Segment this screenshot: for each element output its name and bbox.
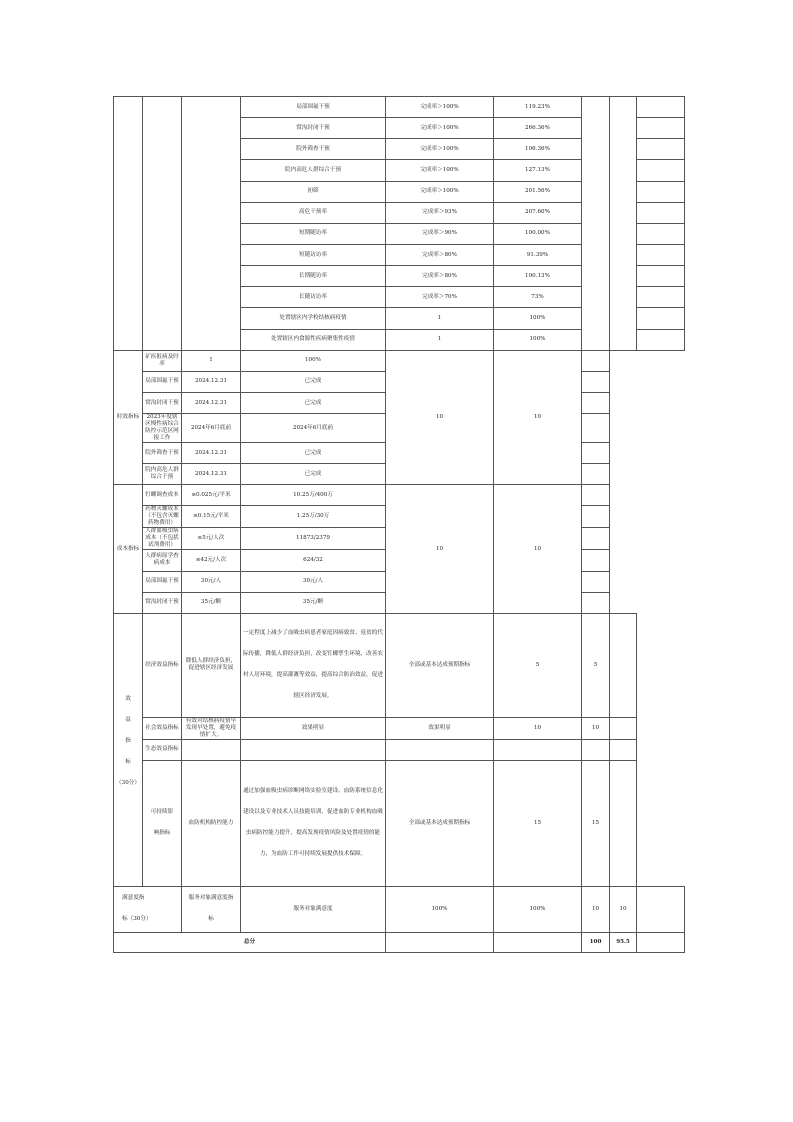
- indicator-name: 人群血吸虫病成本（不包括试剂费用）: [143, 528, 182, 550]
- indicator-name: 局部围氟干预: [143, 571, 182, 592]
- indicator-name: 窝沟封闭干预: [241, 118, 386, 139]
- indicator-actual: 2024年6月底前: [241, 414, 386, 443]
- satisfaction-section: [114, 886, 685, 932]
- cost-indicator-weight: 10: [386, 485, 494, 613]
- remark-cell: [637, 329, 685, 350]
- benefit-label-char: 益: [125, 716, 131, 723]
- remark-cell: [582, 550, 610, 571]
- indicator-actual: 207.60%: [494, 202, 582, 223]
- indicator-target: 2024年6月底前: [182, 414, 241, 443]
- empty-cell: [610, 717, 637, 739]
- time-indicator-section: [114, 350, 685, 485]
- score-cell: [610, 97, 637, 351]
- indicator-name: 处置辖区内食源性疾病聚集性疫情: [241, 329, 386, 350]
- total-section: [114, 932, 685, 952]
- indicator-target: 2024.12.31: [182, 464, 241, 485]
- indicator-target: ≤5元/人次: [182, 528, 241, 550]
- time-indicator-score: 10: [494, 350, 582, 485]
- indicator-name: 局部围氟干预: [143, 371, 182, 392]
- cost-indicator-score: 10: [494, 485, 582, 613]
- indicator-actual: 10.25万/400万: [241, 485, 386, 506]
- remark-cell: [582, 371, 610, 392]
- remark-cell: [637, 308, 685, 329]
- time-indicator-label: 时效指标: [114, 350, 143, 485]
- social-weight: 10: [494, 717, 582, 739]
- indicator-actual: 119.23%: [494, 97, 582, 118]
- indicator-actual: 1.25万/30万: [241, 506, 386, 528]
- total-row: [114, 932, 685, 952]
- table-row: [114, 717, 685, 739]
- table-row: [114, 485, 685, 506]
- remark-cell: [582, 443, 610, 464]
- indicator-actual: 266.36%: [494, 118, 582, 139]
- remark-cell: [637, 202, 685, 223]
- economic-score: 5: [582, 613, 610, 717]
- indicator-target: 完成率＞90%: [386, 223, 494, 244]
- total-score: 95.5: [610, 932, 637, 952]
- sustain-label-line: 响指标: [153, 830, 171, 837]
- indicator-actual: 30元/人: [241, 571, 386, 592]
- indicator-target: 30元/人: [182, 571, 241, 592]
- social-score: 10: [582, 717, 610, 739]
- satisfaction-weight: 10: [582, 886, 610, 932]
- remark-cell: [582, 350, 610, 371]
- empty-cell: [610, 613, 637, 717]
- indicator-actual: 73%: [494, 287, 582, 308]
- indicator-actual: 201.56%: [494, 181, 582, 202]
- satisfaction-label-line: 标（30分）: [122, 916, 152, 923]
- table-row: [114, 97, 685, 118]
- cost-indicator-label: 成本指标: [114, 485, 143, 613]
- indicator-actual: 35元/颗: [241, 592, 386, 613]
- economic-label: 经济效益指标: [143, 613, 182, 717]
- sustain-actual: 全部或基本达成预期指标: [386, 760, 494, 886]
- indicator-target: 完成率＞100%: [386, 97, 494, 118]
- indicator-target: ≤0.025元/平米: [182, 485, 241, 506]
- indicator-target: 完成率＞100%: [386, 139, 494, 160]
- indicator-name: 院外筛查干预: [143, 443, 182, 464]
- indicator-target: 35元/颗: [182, 592, 241, 613]
- indicator-name: 窝沟封闭干预: [143, 392, 182, 413]
- satisfaction-sub: [182, 886, 241, 932]
- economic-actual: 全部或基本达成预期指标: [386, 613, 494, 717]
- indicator-actual: 106.36%: [494, 139, 582, 160]
- indicator-target: 完成率＞80%: [386, 266, 494, 287]
- indicator-target: 1: [182, 350, 241, 371]
- sustain-target: 通过加强血吸虫病诊断网络实验室建设、血防系统信息化建设以及专业技术人员技能培训，促进血防专业机构血吸虫病防控能力提升，提高发现疫情风险及处置疫情的能力，为血防工作可持续发展提供技术保障。: [241, 760, 386, 886]
- indicator-actual: 100.00%: [494, 223, 582, 244]
- indicator-actual: 已完成: [241, 392, 386, 413]
- indicator-target: 2024.12.31: [182, 392, 241, 413]
- indicator-actual: 100%: [494, 308, 582, 329]
- remark-cell: [637, 223, 685, 244]
- empty-cell: [637, 932, 685, 952]
- remark-cell: [637, 139, 685, 160]
- remark-cell: [582, 464, 610, 485]
- indicator-name: 人群病原学查病成本: [143, 550, 182, 571]
- remark-cell: [582, 528, 610, 550]
- remark-cell: [637, 181, 685, 202]
- indicator-name: 短随访访率: [241, 244, 386, 265]
- indicator-actual: 100%: [241, 350, 386, 371]
- indicator-target: 2024.12.31: [182, 443, 241, 464]
- satisfaction-sub-line: 服务对象满意度指: [188, 895, 234, 902]
- empty-cell: [610, 739, 637, 760]
- indicator-target: 2024.12.31: [182, 371, 241, 392]
- satisfaction-name: 服务对象满意度: [241, 886, 386, 932]
- indicator-name: 长随访访率: [241, 287, 386, 308]
- social-label: 社会效益指标: [143, 717, 182, 739]
- empty-cell: [386, 739, 494, 760]
- indicator-actual: 127.13%: [494, 160, 582, 181]
- outer-label-cell: [114, 97, 143, 351]
- table-row: [114, 350, 685, 371]
- economic-name: 降低人群经济负担，促进辖区经济发展: [182, 613, 241, 717]
- output-category-cell: [143, 97, 182, 351]
- indicator-actual: 100%: [494, 329, 582, 350]
- empty-cell: [582, 739, 610, 760]
- indicator-name: 院内高危人群综合干预: [241, 160, 386, 181]
- satisfaction-label: [114, 886, 182, 932]
- table-row: [114, 613, 685, 717]
- social-name: 有效对结核病疫情早发现早处置，避免疫情扩大。: [182, 717, 241, 739]
- remark-cell: [582, 392, 610, 413]
- cost-indicator-section: [114, 485, 685, 613]
- time-indicator-weight: 10: [386, 350, 494, 485]
- remark-cell: [637, 266, 685, 287]
- indicator-name: 2023年度辖区慢性病综合防控示范区网报工作: [143, 414, 182, 443]
- indicator-actual: 100.13%: [494, 266, 582, 287]
- benefit-label-char: 效: [125, 695, 131, 702]
- sustain-weight: 15: [494, 760, 582, 886]
- remark-cell: [637, 97, 685, 118]
- social-actual: 效果明显: [386, 717, 494, 739]
- indicator-actual: 624/32: [241, 550, 386, 571]
- remark-cell: [637, 244, 685, 265]
- indicator-name: 院内高危人群综合干预: [143, 464, 182, 485]
- indicator-name: 院外筛查干预: [241, 139, 386, 160]
- social-target: 效果明显: [241, 717, 386, 739]
- indicator-target: ≤42元/人次: [182, 550, 241, 571]
- indicator-target: 1: [386, 329, 494, 350]
- sustain-name: 血防机构防控能力: [182, 760, 241, 886]
- ecological-label: 生态效益指标: [143, 739, 182, 760]
- indicator-actual: 已完成: [241, 443, 386, 464]
- satisfaction-sub-line: 标: [208, 916, 214, 923]
- economic-weight: 5: [494, 613, 582, 717]
- output-rows-section: [114, 97, 685, 351]
- indicator-actual: 91.39%: [494, 244, 582, 265]
- sustain-label: [143, 760, 182, 886]
- table-row: [114, 886, 685, 932]
- indicator-target: 完成率＞70%: [386, 287, 494, 308]
- indicator-name: 初筛: [241, 181, 386, 202]
- sustain-score: 15: [582, 760, 610, 886]
- remark-cell: [582, 414, 610, 443]
- table-row: [114, 760, 685, 886]
- economic-target: 一定程度上减少了血吸虫病患者家庭因病致贫、返贫的代际传播，降低人群经济负担，改变钉螺孳生环境，改善农村人居环境，提高灌溉等效益，提高综合防治效益，促进辖区经济发展。: [241, 613, 386, 717]
- remark-cell: [637, 118, 685, 139]
- indicator-target: ≤0.15元/平米: [182, 506, 241, 528]
- benefit-label-char: 标: [125, 758, 131, 765]
- benefit-section: [114, 613, 685, 886]
- indicator-target: 完成率＞100%: [386, 181, 494, 202]
- remark-cell: [637, 160, 685, 181]
- empty-cell: [494, 739, 582, 760]
- table-row: [114, 739, 685, 760]
- empty-cell: [241, 739, 386, 760]
- remark-cell: [637, 287, 685, 308]
- indicator-name: 短期随访率: [241, 223, 386, 244]
- indicator-target: 完成率＞100%: [386, 160, 494, 181]
- indicator-actual: 11873/2379: [241, 528, 386, 550]
- indicator-target: 1: [386, 308, 494, 329]
- remark-cell: [582, 485, 610, 506]
- indicator-name: 高危干预率: [241, 202, 386, 223]
- indicator-name: 窝沟封闭干预: [143, 592, 182, 613]
- indicator-actual: 已完成: [241, 371, 386, 392]
- output-sublabel-cell: [182, 97, 241, 351]
- total-weight: 100: [582, 932, 610, 952]
- benefit-label-cell: [114, 613, 143, 886]
- remark-cell: [582, 571, 610, 592]
- empty-cell: [610, 760, 637, 886]
- indicator-name: 药物灭螺成本（不包含灭螺药物费用）: [143, 506, 182, 528]
- indicator-target: 完成率＞80%: [386, 244, 494, 265]
- satisfaction-target: 100%: [386, 886, 494, 932]
- indicator-name: 处置辖区内学校结核病疫情: [241, 308, 386, 329]
- empty-cell: [494, 932, 582, 952]
- indicator-name: 长期随访率: [241, 266, 386, 287]
- empty-cell: [386, 932, 494, 952]
- indicator-name: 矿疾报病及时率: [143, 350, 182, 371]
- weight-cell: [582, 97, 610, 351]
- satisfaction-label-line: 满意度指: [122, 895, 145, 902]
- benefit-label-char: （30分）: [116, 779, 140, 786]
- benefit-label-char: 指: [125, 737, 131, 744]
- indicator-actual: 已完成: [241, 464, 386, 485]
- performance-table: [113, 96, 685, 953]
- satisfaction-score: 10: [610, 886, 637, 932]
- indicator-target: 完成率＞100%: [386, 118, 494, 139]
- satisfaction-actual: 100%: [494, 886, 582, 932]
- remark-cell: [582, 592, 610, 613]
- indicator-name: 钉螺调查成本: [143, 485, 182, 506]
- indicator-name: 局部围氟干预: [241, 97, 386, 118]
- sustain-label-line: 可持续影: [150, 809, 174, 816]
- empty-cell: [182, 739, 241, 760]
- remark-cell: [582, 506, 610, 528]
- total-label: 总分: [114, 932, 386, 952]
- empty-cell: [637, 886, 685, 932]
- indicator-target: 完成率＞93%: [386, 202, 494, 223]
